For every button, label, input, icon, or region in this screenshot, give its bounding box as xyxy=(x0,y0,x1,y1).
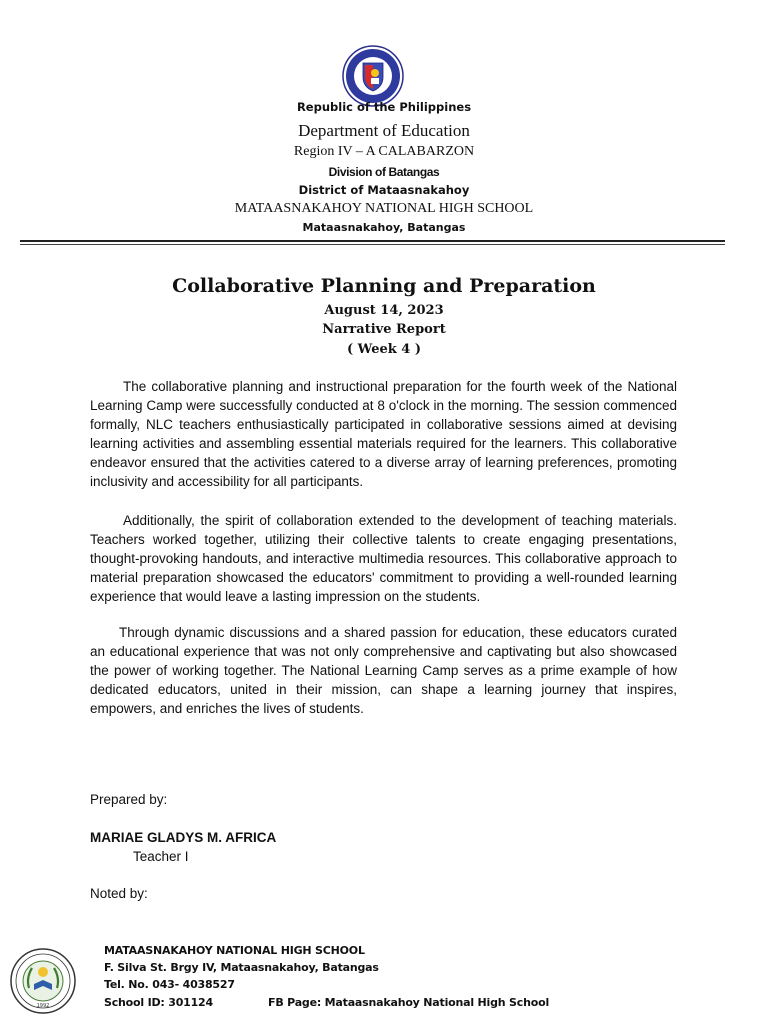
school-line: MATAASNAKAHOY NATIONAL HIGH SCHOOL xyxy=(234,201,534,216)
preparer-position: Teacher I xyxy=(133,849,189,864)
footer-tel: Tel. No. 043- 4038527 xyxy=(104,978,235,991)
body-paragraph-1: The collaborative planning and instructional preparation for the fourth week of the National Learning Camp were successfully conducted at 8 o'clock in the morning. The session commenced formally, NLC teachers enthusiastically participated in collaborative sessions aimed at devising learning activities and assembling essential materials required for the learners. This collaborative endeavor ensured that the activities catered to a diverse array of learning preferences, promoting inclusivity and accessibility for all participants. xyxy=(90,379,677,489)
division-line: Division of Batangas xyxy=(328,165,440,179)
footer-address: F. Silva St. Brgy IV, Mataasnakahoy, Batangas xyxy=(104,961,379,974)
seal-year: 1992 xyxy=(36,1003,50,1009)
department-line: Department of Education xyxy=(298,121,470,140)
preparer-name: MARIAE GLADYS M. AFRICA xyxy=(90,830,277,845)
school-seal-icon xyxy=(10,944,76,1018)
body-paragraph-3: Through dynamic discussions and a shared passion for education, these educators curated an educational experience that was not only comprehensive and captivating but also showcased the power of working together. The National Learning Camp serves as a prime example of how dedicated educators, united in their mission, can shape a learning journey that inspires, empowers, and enriches the lives of students. xyxy=(90,625,677,716)
report-type: Narrative Report xyxy=(322,322,446,337)
footer-fb-page: FB Page: Mataasnakahoy National High School xyxy=(268,996,550,1009)
district-line: District of Mataasnakahoy xyxy=(298,183,470,197)
region-line: Region IV – A CALABARZON xyxy=(293,144,475,159)
report-title: Collaborative Planning and Preparation xyxy=(172,275,596,297)
report-week: ( Week 4 ) xyxy=(346,342,421,357)
header-divider xyxy=(20,240,725,242)
deped-seal-icon xyxy=(342,45,404,107)
footer-school: MATAASNAKAHOY NATIONAL HIGH SCHOOL xyxy=(104,944,365,957)
prepared-by-label: Prepared by: xyxy=(90,792,168,807)
noted-by-label: Noted by: xyxy=(90,886,148,901)
report-date: August 14, 2023 xyxy=(324,303,444,318)
republic-line: Republic of the Philippines xyxy=(296,100,472,114)
body-paragraph-2: Additionally, the spirit of collaboration extended to the development of teaching materials. Teachers worked together, utilizing their collective talents to create engaging presentations, thought-provoking handouts, and interactive multimedia resources. This collaborative approach to material preparation showcased the educators' commitment to providing a well-rounded learning experience that would leave a lasting impression on the students. xyxy=(90,513,677,604)
location-line: Mataasnakahoy, Batangas xyxy=(302,221,466,234)
footer-school-id: School ID: 301124 xyxy=(104,996,213,1009)
header-divider-thin xyxy=(20,244,725,245)
